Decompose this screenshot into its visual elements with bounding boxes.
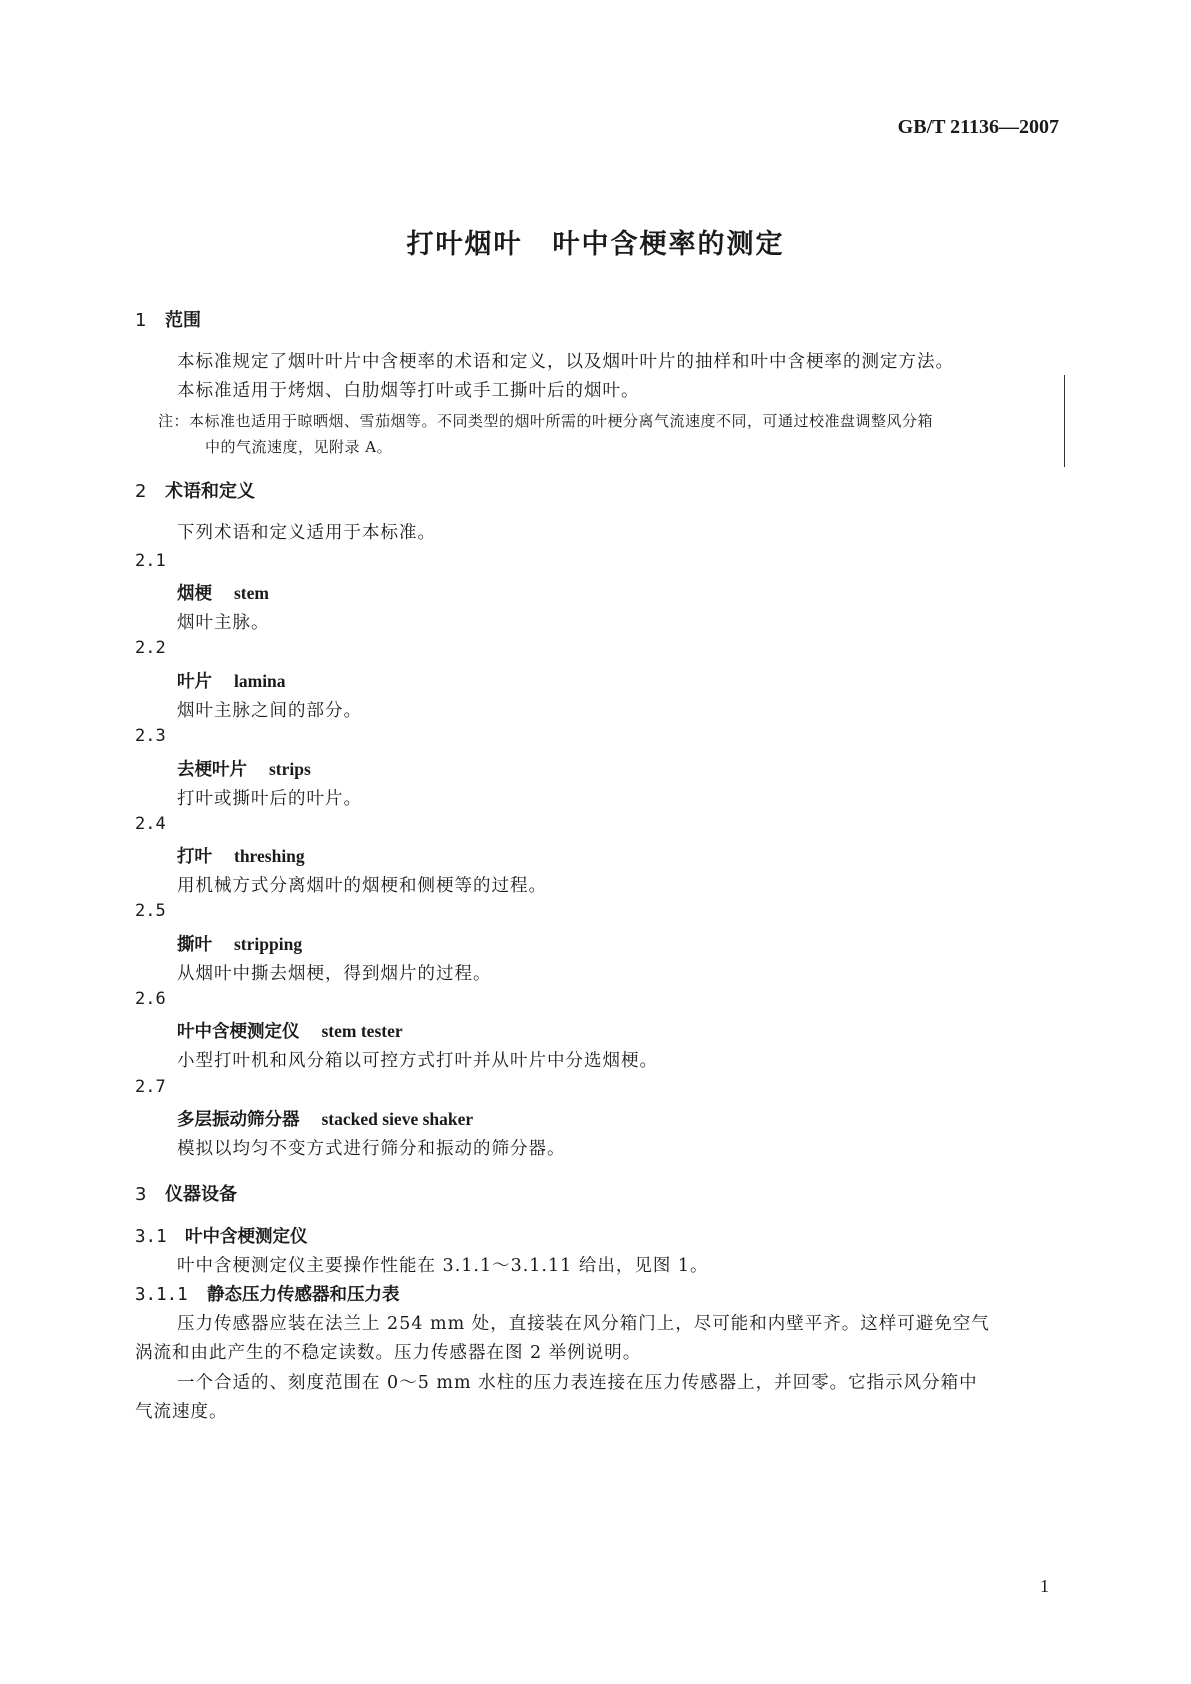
term-number: 2.7 [135,1077,166,1097]
gauge-paragraph-line-2: 气流速度。 [135,1402,228,1422]
term-heading: 去梗叶片 strips [177,759,311,780]
scope-paragraph-1: 本标准规定了烟叶叶片中含梗率的术语和定义，以及烟叶叶片的抽样和叶中含梗率的测定方法。 [177,352,954,372]
terms-intro: 下列术语和定义适用于本标准。 [177,523,436,543]
standard-code: GB/T 21136—2007 [897,116,1059,138]
change-bar [1064,375,1065,467]
term-definition: 烟叶主脉之间的部分。 [177,701,362,721]
subsection-3-1-heading: 3.1 叶中含梗测定仪 [135,1227,308,1247]
term-heading: 叶片 lamina [177,671,286,692]
subsection-3-1-1-heading: 3.1.1 静态压力传感器和压力表 [135,1285,400,1305]
term-number: 2.2 [135,638,166,658]
term-heading: 打叶 threshing [177,846,305,867]
term-definition: 从烟叶中撕去烟梗，得到烟片的过程。 [177,964,492,984]
page-number: 1 [1040,1576,1049,1596]
term-heading: 烟梗 stem [177,583,269,604]
term-heading: 撕叶 stripping [177,934,303,955]
section-2-heading: 2 术语和定义 [135,481,255,502]
term-number: 2.1 [135,551,166,571]
section-3-heading: 3 仪器设备 [135,1184,237,1205]
term-heading: 叶中含梗测定仪 stem tester [177,1021,403,1042]
term-number: 2.4 [135,814,166,834]
term-number: 2.6 [135,989,166,1009]
scope-paragraph-2: 本标准适用于烤烟、白肋烟等打叶或手工撕叶后的烟叶。 [177,381,640,401]
section-1-heading: 1 范围 [135,310,201,331]
subsection-3-1-text: 叶中含梗测定仪主要操作性能在 3.1.1～3.1.11 给出，见图 1。 [177,1256,709,1276]
scope-note-line-2: 中的气流速度，见附录 A。 [205,438,393,456]
gauge-paragraph-line-1: 一个合适的、刻度范围在 0～5 mm 水柱的压力表连接在压力传感器上，并回零。它指示风分箱中 [177,1373,978,1393]
sensor-paragraph-line-1: 压力传感器应装在法兰上 254 mm 处，直接装在风分箱门上，尽可能和内壁平齐。这样可避免空气 [177,1314,990,1334]
term-definition: 小型打叶机和风分箱以可控方式打叶并从叶片中分选烟梗。 [177,1051,658,1071]
term-definition: 模拟以均匀不变方式进行筛分和振动的筛分器。 [177,1139,566,1159]
term-heading: 多层振动筛分器 stacked sieve shaker [177,1109,474,1130]
title-part2: 叶中含梗率的测定 [552,229,785,260]
sensor-paragraph-line-2: 涡流和由此产生的不稳定读数。压力传感器在图 2 举例说明。 [135,1343,642,1363]
term-number: 2.3 [135,726,166,746]
term-number: 2.5 [135,901,166,921]
term-definition: 用机械方式分离烟叶的烟梗和侧梗等的过程。 [177,876,547,896]
page-title [0,222,1191,261]
title-part1: 打叶烟叶 [406,229,523,260]
term-definition: 打叶或撕叶后的叶片。 [177,789,362,809]
scope-note-line-1: 注：本标准也适用于晾晒烟、雪茄烟等。不同类型的烟叶所需的叶梗分离气流速度不同，可通过校准盘调整风分箱 [158,412,934,430]
term-definition: 烟叶主脉。 [177,613,270,633]
